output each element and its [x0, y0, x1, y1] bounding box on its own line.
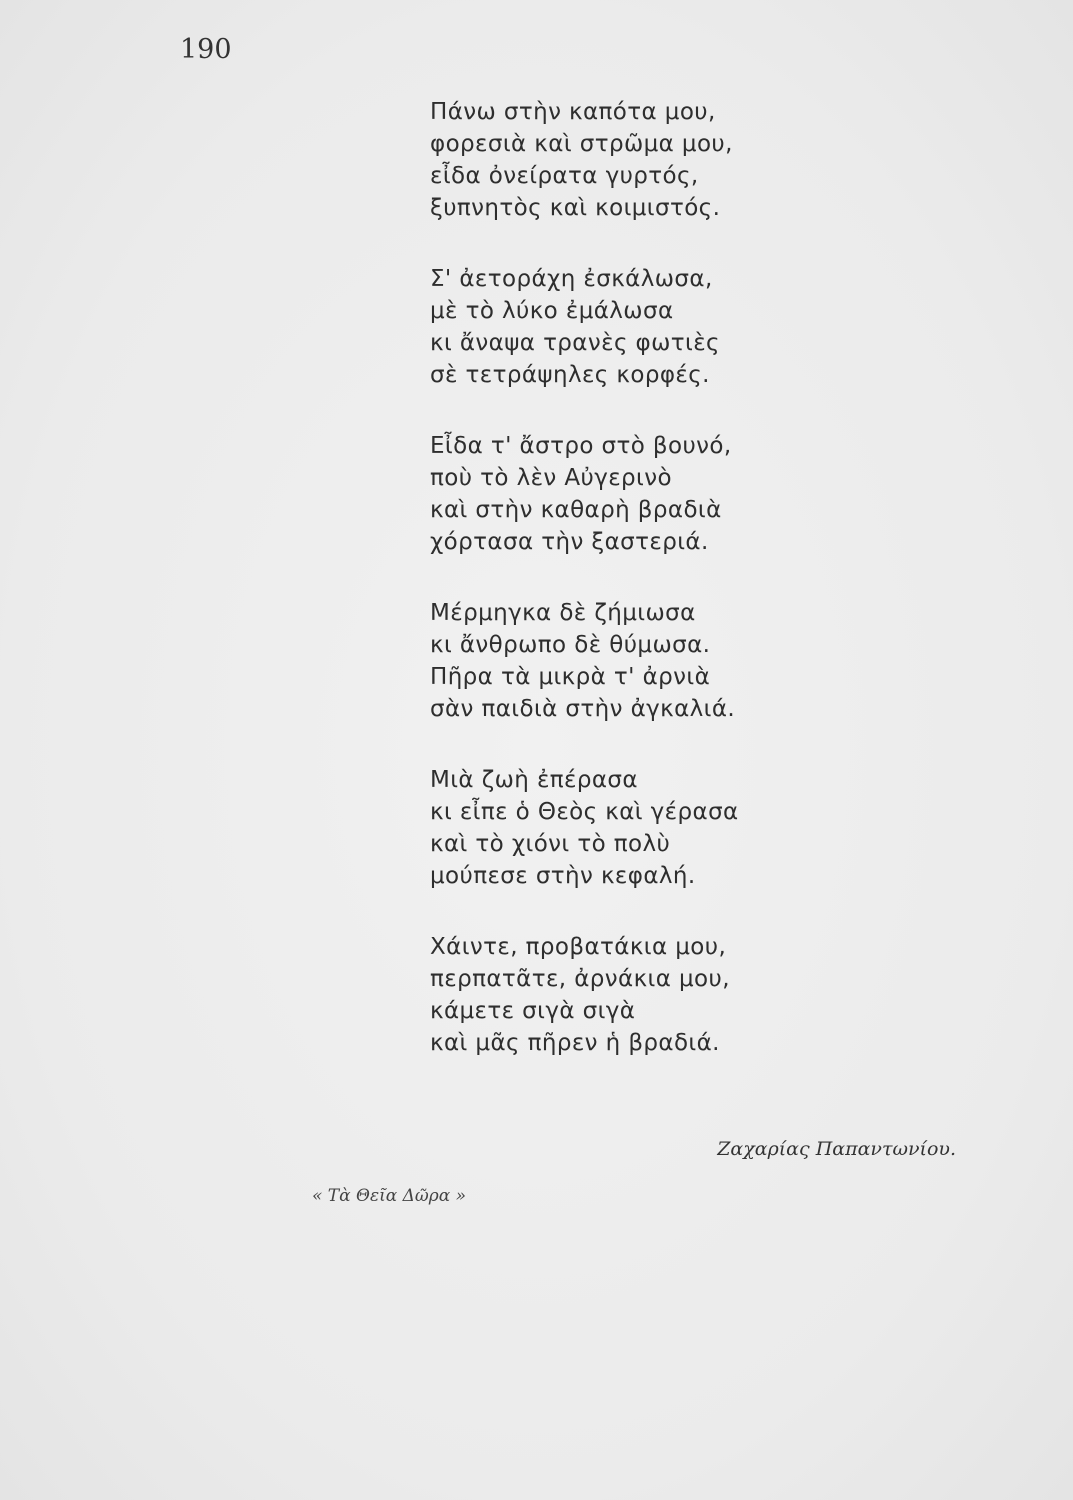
poem-line: Πάνω στὴν καπότα μου,	[430, 99, 716, 125]
poem-line: σὰν παιδιὰ στὴν ἀγκαλιά.	[430, 696, 736, 722]
poem-line: καὶ τὸ χιόνι τὸ πολὺ	[430, 831, 671, 857]
stanza	[430, 764, 990, 892]
stanza	[430, 597, 990, 725]
stanza	[430, 263, 990, 391]
source-citation: « Τὰ Θεῖα Δῶρα »	[312, 1186, 467, 1206]
stanza	[430, 430, 990, 558]
poem-line: κι ἄναψα τρανὲς φωτιὲς	[430, 330, 720, 356]
poem-line: κι εἶπε ὁ Θεὸς καὶ γέρασα	[430, 799, 739, 825]
poem-line: Πῆρα τὰ μικρὰ τ' ἀρνιὰ	[430, 664, 711, 690]
poem-line: Εἶδα τ' ἄστρο στὸ βουνό,	[430, 433, 732, 459]
poem-line: Σ' ἀετοράχη ἐσκάλωσα,	[430, 266, 713, 292]
stanza	[430, 931, 990, 1059]
poem-line: ξυπνητὸς καὶ κοιμιστός.	[430, 195, 721, 221]
poem-line: μὲ τὸ λύκο ἐμάλωσα	[430, 298, 674, 324]
poem-line: κι ἄνθρωπο δὲ θύμωσα.	[430, 632, 711, 658]
stanza	[430, 96, 990, 224]
poem-line: Μιὰ ζωὴ ἐπέρασα	[430, 767, 638, 793]
poem-line: κάμετε σιγὰ σιγὰ	[430, 998, 636, 1024]
poem-line: φορεσιὰ καὶ στρῶμα μου,	[430, 131, 733, 157]
poem-line: χόρτασα τὴν ξαστεριά.	[430, 529, 709, 555]
page-number: 190	[180, 34, 232, 65]
poem-line: εἶδα ὀνείρατα γυρτός,	[430, 163, 699, 189]
poem-line: μούπεσε στὴν κεφαλή.	[430, 863, 696, 889]
poem-line: σὲ τετράψηλες κορφές.	[430, 362, 710, 388]
poem-line: περπατᾶτε, ἀρνάκια μου,	[430, 966, 730, 992]
poem-line: καὶ στὴν καθαρὴ βραδιὰ	[430, 497, 722, 523]
poem-line: Χάιντε, προβατάκια μου,	[430, 934, 727, 960]
poem	[430, 96, 990, 1098]
poem-line: ποὺ τὸ λὲν Αὐγερινὸ	[430, 465, 672, 491]
poem-line: καὶ μᾶς πῆρεν ἡ βραδιά.	[430, 1030, 720, 1056]
author-signature: Ζαχαρίας Παπαντωνίου.	[717, 1138, 956, 1160]
poem-line: Μέρμηγκα δὲ ζήμιωσα	[430, 600, 696, 626]
